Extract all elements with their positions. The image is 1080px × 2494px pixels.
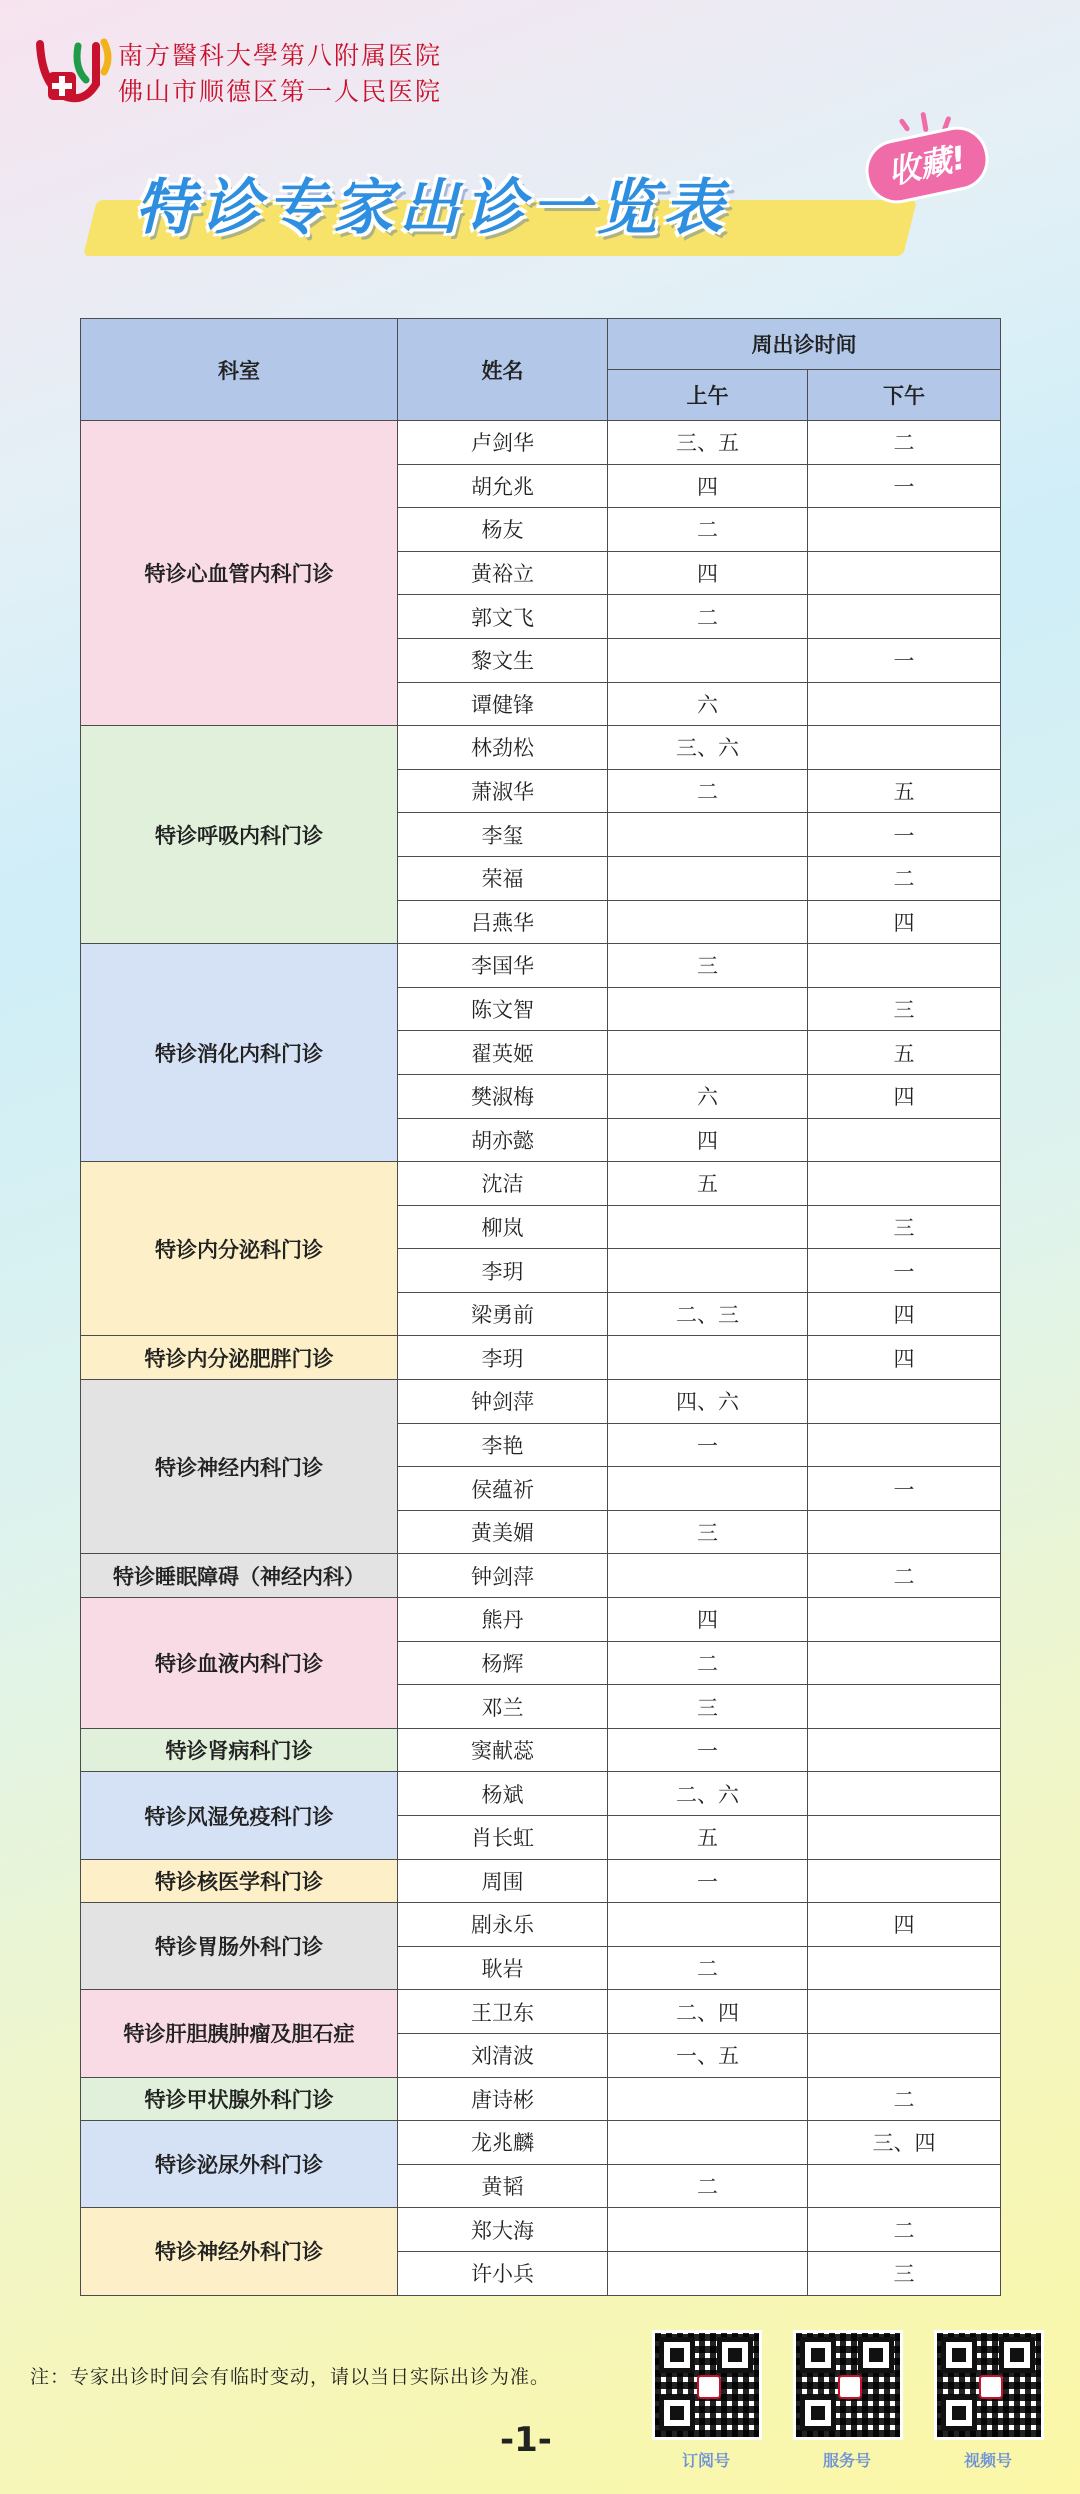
- doctor-name-cell: 林劲松: [398, 726, 608, 770]
- pm-cell: [808, 1423, 1001, 1467]
- doctor-name-cell: 龙兆麟: [398, 2121, 608, 2165]
- pm-cell: 四: [808, 1903, 1001, 1947]
- dept-cell: 特诊内分泌肥胖门诊: [81, 1336, 398, 1380]
- schedule-table: [80, 318, 1001, 2296]
- dept-cell: 特诊神经内科门诊: [81, 1380, 398, 1554]
- am-cell: 四、六: [608, 1380, 808, 1424]
- pm-cell: [808, 1946, 1001, 1990]
- dept-cell: 特诊消化内科门诊: [81, 944, 398, 1162]
- pm-cell: 二: [808, 2208, 1001, 2252]
- doctor-name-cell: 钟剑萍: [398, 1380, 608, 1424]
- dept-cell: 特诊神经外科门诊: [81, 2208, 398, 2295]
- doctor-name-cell: 熊丹: [398, 1598, 608, 1642]
- doctor-name-cell: 杨斌: [398, 1772, 608, 1816]
- favorite-badge-label: 收藏!: [884, 138, 970, 192]
- table-row: [81, 1380, 1001, 1424]
- am-cell: 六: [608, 682, 808, 726]
- am-cell: 二: [608, 769, 808, 813]
- table-row: [81, 1728, 1001, 1772]
- pm-cell: [808, 944, 1001, 988]
- am-cell: [608, 987, 808, 1031]
- am-cell: [608, 813, 808, 857]
- table-row: [81, 1990, 1001, 2034]
- dept-cell: 特诊风湿免疫科门诊: [81, 1772, 398, 1859]
- pm-cell: 一: [808, 638, 1001, 682]
- qr-code-label: 订阅号: [681, 2451, 730, 2470]
- qr-finder-mark: [941, 2395, 977, 2431]
- pm-cell: 三、四: [808, 2121, 1001, 2165]
- dept-cell: 特诊内分泌科门诊: [81, 1162, 398, 1336]
- table-row: [81, 1859, 1001, 1903]
- qr-code-label: 视频号: [963, 2451, 1012, 2470]
- pm-cell: 二: [808, 1554, 1001, 1598]
- hospital-name-line1: 南方醫科大學第八附属医院: [118, 41, 443, 70]
- header-weekly-time: 周出诊时间: [608, 319, 1001, 370]
- pm-cell: [808, 1816, 1001, 1860]
- am-cell: [608, 1903, 808, 1947]
- doctor-name-cell: 王卫东: [398, 1990, 608, 2034]
- dept-cell: 特诊泌尿外科门诊: [81, 2121, 398, 2208]
- doctor-name-cell: 柳岚: [398, 1205, 608, 1249]
- qr-code-icon[interactable]: [793, 2330, 903, 2440]
- pm-cell: [808, 1859, 1001, 1903]
- dept-cell: 特诊核医学科门诊: [81, 1859, 398, 1903]
- pm-cell: [808, 2033, 1001, 2077]
- doctor-name-cell: 李玺: [398, 813, 608, 857]
- page-number: -1-: [500, 2420, 552, 2460]
- doctor-name-cell: 卢剑华: [398, 421, 608, 465]
- dept-cell: 特诊呼吸内科门诊: [81, 726, 398, 944]
- doctor-name-cell: 黄裕立: [398, 551, 608, 595]
- doctor-name-cell: 吕燕华: [398, 900, 608, 944]
- dept-cell: 特诊肾病科门诊: [81, 1728, 398, 1772]
- pm-cell: 二: [808, 421, 1001, 465]
- qr-code-icon[interactable]: [934, 2330, 1044, 2440]
- pm-cell: [808, 1641, 1001, 1685]
- qr-center-logo-icon: [979, 2375, 1003, 2399]
- am-cell: [608, 2208, 808, 2252]
- am-cell: [608, 1467, 808, 1511]
- doctor-name-cell: 黎文生: [398, 638, 608, 682]
- doctor-name-cell: 肖长虹: [398, 1816, 608, 1860]
- pm-cell: 四: [808, 1292, 1001, 1336]
- pm-cell: [808, 1990, 1001, 2034]
- am-cell: 二: [608, 2164, 808, 2208]
- dept-cell: 特诊血液内科门诊: [81, 1598, 398, 1729]
- pm-cell: [808, 1510, 1001, 1554]
- doctor-name-cell: 钟剑萍: [398, 1554, 608, 1598]
- dept-cell: 特诊睡眠障碍（神经内科）: [81, 1554, 398, 1598]
- doctor-name-cell: 樊淑梅: [398, 1074, 608, 1118]
- am-cell: 四: [608, 551, 808, 595]
- qr-finder-mark: [858, 2337, 894, 2373]
- am-cell: 三、五: [608, 421, 808, 465]
- doctor-name-cell: 谭健锋: [398, 682, 608, 726]
- am-cell: 一、五: [608, 2033, 808, 2077]
- am-cell: 一: [608, 1859, 808, 1903]
- table-row: [81, 2077, 1001, 2121]
- am-cell: [608, 1205, 808, 1249]
- header-dept: 科室: [81, 319, 398, 421]
- am-cell: 三、六: [608, 726, 808, 770]
- am-cell: 二、四: [608, 1990, 808, 2034]
- pm-cell: [808, 1380, 1001, 1424]
- doctor-name-cell: 翟英姬: [398, 1031, 608, 1075]
- am-cell: 三: [608, 1685, 808, 1729]
- doctor-name-cell: 李国华: [398, 944, 608, 988]
- pm-cell: 四: [808, 1336, 1001, 1380]
- doctor-name-cell: 杨友: [398, 508, 608, 552]
- dept-cell: 特诊胃肠外科门诊: [81, 1903, 398, 1990]
- pm-cell: 一: [808, 1249, 1001, 1293]
- qr-code-icon[interactable]: [652, 2330, 762, 2440]
- am-cell: 二、三: [608, 1292, 808, 1336]
- header-name: 姓名: [398, 319, 608, 421]
- pm-cell: 三: [808, 1205, 1001, 1249]
- doctor-name-cell: 李玥: [398, 1249, 608, 1293]
- qr-finder-mark: [717, 2337, 753, 2373]
- am-cell: 五: [608, 1816, 808, 1860]
- pm-cell: [808, 2164, 1001, 2208]
- am-cell: 二: [608, 1641, 808, 1685]
- am-cell: 一: [608, 1423, 808, 1467]
- doctor-name-cell: 黄韬: [398, 2164, 608, 2208]
- table-row: [81, 1903, 1001, 1947]
- am-cell: [608, 1249, 808, 1293]
- am-cell: [608, 1031, 808, 1075]
- am-cell: [608, 1336, 808, 1380]
- doctor-name-cell: 剧永乐: [398, 1903, 608, 1947]
- page-title: 特诊专家出诊一览表: [135, 173, 729, 243]
- doctor-name-cell: 郑大海: [398, 2208, 608, 2252]
- doctor-name-cell: 侯蕴祈: [398, 1467, 608, 1511]
- pm-cell: [808, 726, 1001, 770]
- doctor-name-cell: 黄美媚: [398, 1510, 608, 1554]
- am-cell: 四: [608, 1118, 808, 1162]
- am-cell: 三: [608, 1510, 808, 1554]
- table-row: [81, 1772, 1001, 1816]
- am-cell: 一: [608, 1728, 808, 1772]
- qr-center-logo-icon: [838, 2375, 862, 2399]
- pm-cell: 三: [808, 987, 1001, 1031]
- doctor-name-cell: 萧淑华: [398, 769, 608, 813]
- doctor-name-cell: 耿岩: [398, 1946, 608, 1990]
- pm-cell: [808, 595, 1001, 639]
- doctor-name-cell: 荣福: [398, 856, 608, 900]
- doctor-name-cell: 唐诗彬: [398, 2077, 608, 2121]
- table-row: [81, 2208, 1001, 2252]
- pm-cell: 一: [808, 464, 1001, 508]
- pm-cell: [808, 682, 1001, 726]
- table-row: [81, 944, 1001, 988]
- pm-cell: 一: [808, 813, 1001, 857]
- pm-cell: 一: [808, 1467, 1001, 1511]
- am-cell: 五: [608, 1162, 808, 1206]
- doctor-name-cell: 沈洁: [398, 1162, 608, 1206]
- table-row: [81, 1336, 1001, 1380]
- pm-cell: [808, 1162, 1001, 1206]
- table-row: [81, 421, 1001, 465]
- doctor-name-cell: 郭文飞: [398, 595, 608, 639]
- hospital-name: [118, 38, 442, 110]
- qr-code-label: 服务号: [822, 2451, 871, 2470]
- doctor-name-cell: 周围: [398, 1859, 608, 1903]
- doctor-name-cell: 杨辉: [398, 1641, 608, 1685]
- qr-finder-mark: [999, 2337, 1035, 2373]
- qr-finder-mark: [941, 2337, 977, 2373]
- qr-finder-mark: [659, 2395, 695, 2431]
- pm-cell: [808, 1772, 1001, 1816]
- am-cell: 三: [608, 944, 808, 988]
- qr-center-logo-icon: [697, 2375, 721, 2399]
- doctor-name-cell: 邓兰: [398, 1685, 608, 1729]
- qr-finder-mark: [659, 2337, 695, 2373]
- doctor-name-cell: 梁勇前: [398, 1292, 608, 1336]
- doctor-name-cell: 许小兵: [398, 2251, 608, 2295]
- am-cell: 二、六: [608, 1772, 808, 1816]
- am-cell: 六: [608, 1074, 808, 1118]
- pm-cell: [808, 508, 1001, 552]
- table-row: [81, 1554, 1001, 1598]
- table-row: [81, 2121, 1001, 2165]
- pm-cell: [808, 551, 1001, 595]
- dept-cell: 特诊心血管内科门诊: [81, 421, 398, 726]
- am-cell: [608, 856, 808, 900]
- qr-finder-mark: [800, 2337, 836, 2373]
- pm-cell: 二: [808, 2077, 1001, 2121]
- pm-cell: [808, 1598, 1001, 1642]
- doctor-name-cell: 李玥: [398, 1336, 608, 1380]
- table-row: [81, 726, 1001, 770]
- am-cell: [608, 638, 808, 682]
- doctor-name-cell: 李艳: [398, 1423, 608, 1467]
- hospital-name-line2: 佛山市顺德区第一人民医院: [118, 77, 443, 106]
- footer-note: 注：专家出诊时间会有临时变动，请以当日实际出诊为准。: [30, 2366, 551, 2388]
- pm-cell: [808, 1685, 1001, 1729]
- am-cell: [608, 2121, 808, 2165]
- am-cell: 二: [608, 1946, 808, 1990]
- doctor-name-cell: 胡允兆: [398, 464, 608, 508]
- am-cell: 二: [608, 508, 808, 552]
- am-cell: 四: [608, 464, 808, 508]
- header-am: 上午: [608, 370, 808, 421]
- pm-cell: [808, 1118, 1001, 1162]
- pm-cell: 三: [808, 2251, 1001, 2295]
- pm-cell: 五: [808, 769, 1001, 813]
- pm-cell: 四: [808, 900, 1001, 944]
- am-cell: [608, 2077, 808, 2121]
- qr-finder-mark: [800, 2395, 836, 2431]
- header-pm: 下午: [808, 370, 1001, 421]
- pm-cell: 五: [808, 1031, 1001, 1075]
- doctor-name-cell: 陈文智: [398, 987, 608, 1031]
- pm-cell: 二: [808, 856, 1001, 900]
- doctor-name-cell: 窦献蕊: [398, 1728, 608, 1772]
- table-row: [81, 1598, 1001, 1642]
- dept-cell: 特诊甲状腺外科门诊: [81, 2077, 398, 2121]
- favorite-badge: [858, 118, 1008, 208]
- pm-cell: [808, 1728, 1001, 1772]
- doctor-name-cell: 刘清波: [398, 2033, 608, 2077]
- pm-cell: 四: [808, 1074, 1001, 1118]
- am-cell: [608, 2251, 808, 2295]
- am-cell: 二: [608, 595, 808, 639]
- table-row: [81, 1162, 1001, 1206]
- doctor-name-cell: 胡亦懿: [398, 1118, 608, 1162]
- am-cell: 四: [608, 1598, 808, 1642]
- dept-cell: 特诊肝胆胰肿瘤及胆石症: [81, 1990, 398, 2077]
- am-cell: [608, 1554, 808, 1598]
- hospital-logo-icon: [34, 38, 118, 110]
- am-cell: [608, 900, 808, 944]
